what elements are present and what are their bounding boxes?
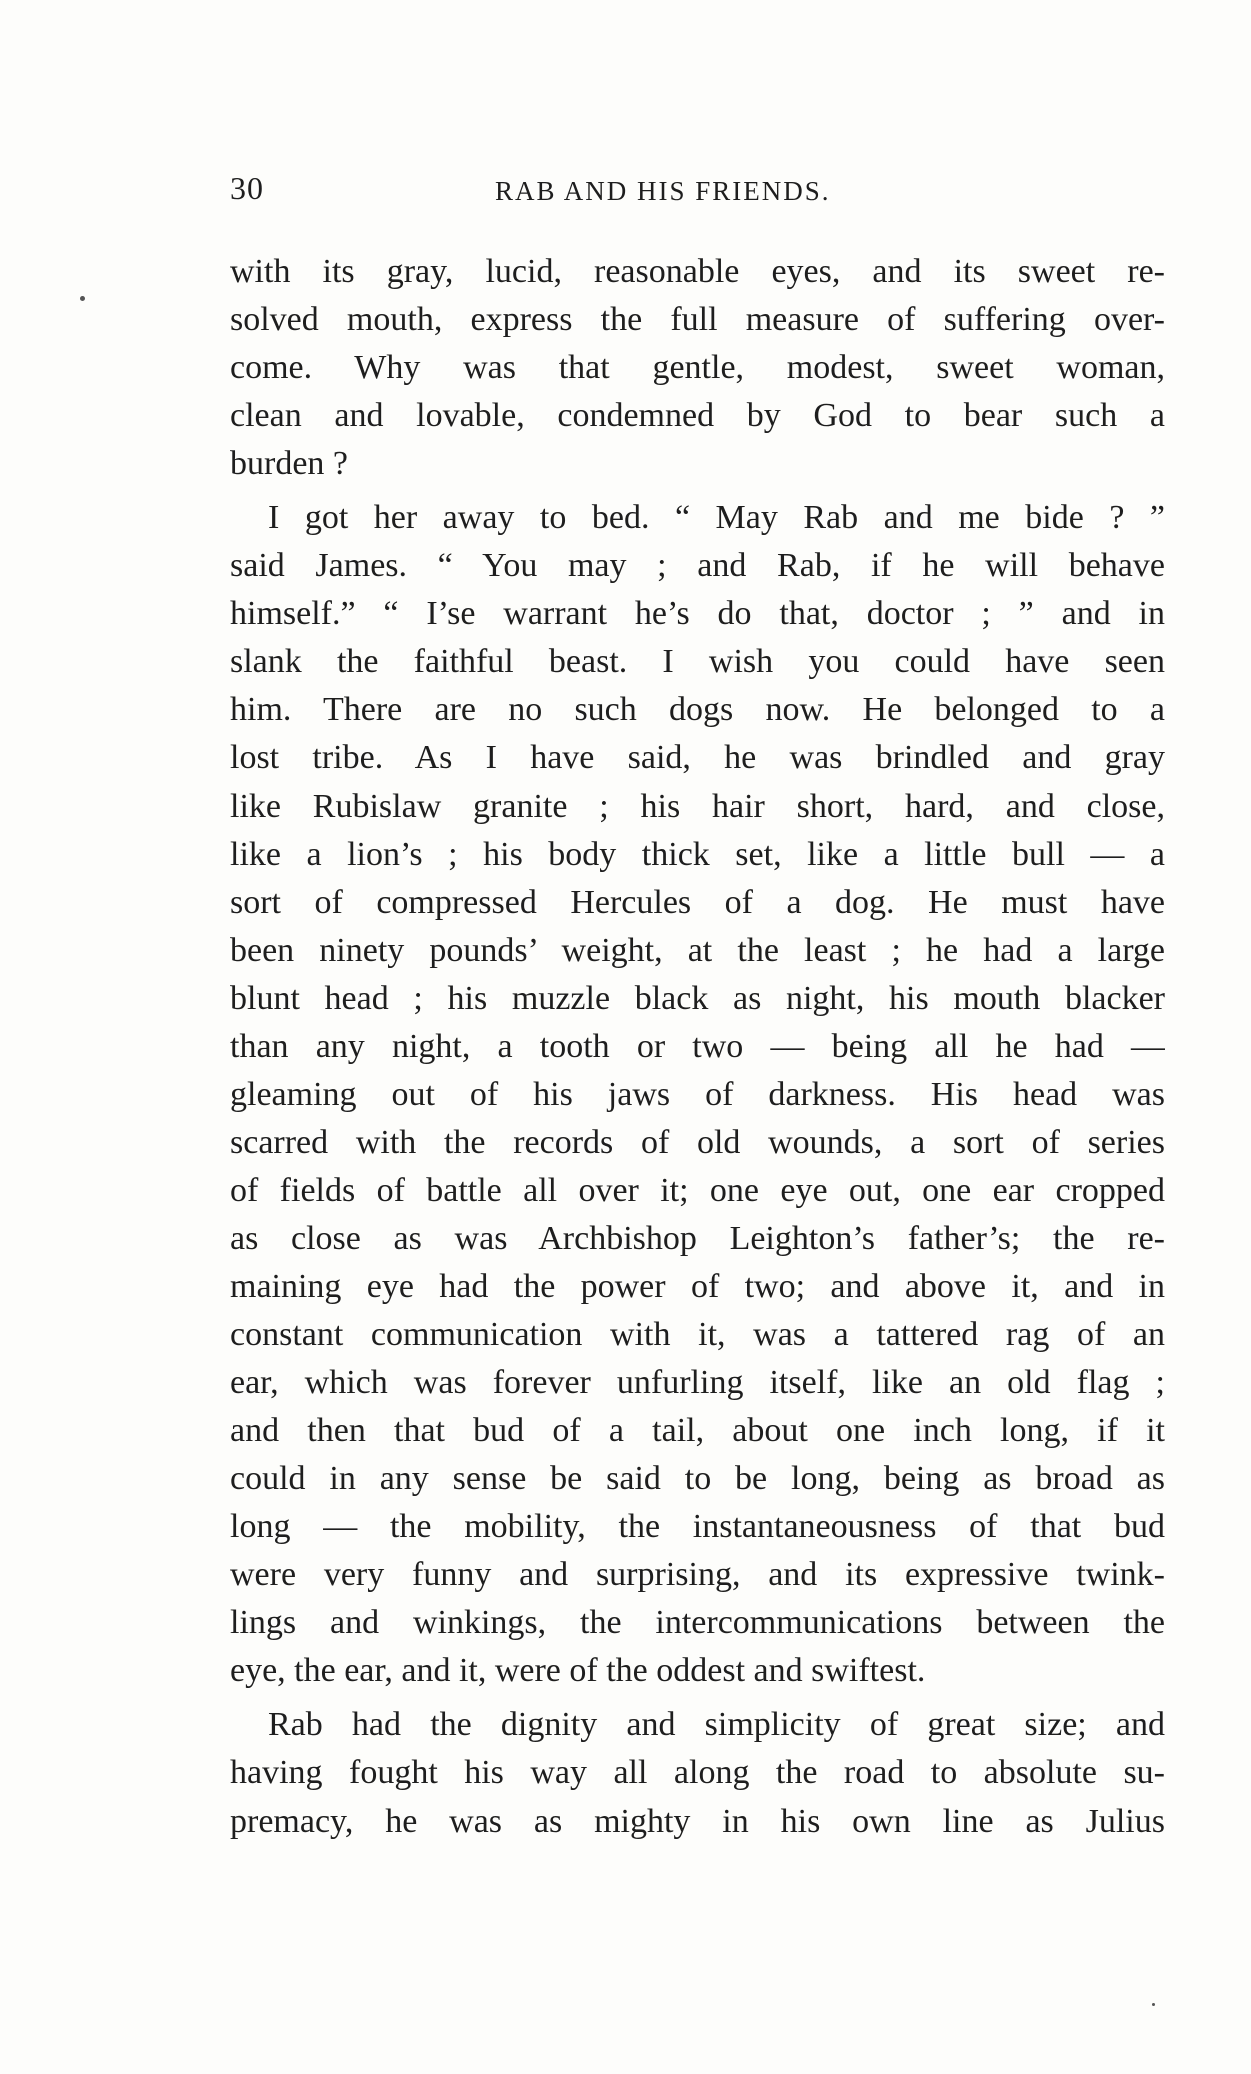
text-line: and then that bud of a tail, about one inch long, if it	[230, 1412, 1165, 1450]
text-line: were very funny and surprising, and its expressive twink-	[230, 1556, 1165, 1594]
page-number: 30	[230, 170, 264, 206]
text-line: constant communication with it, was a tattered rag of an	[230, 1316, 1165, 1354]
text-line: maining eye had the power of two; and above it, and in	[230, 1267, 1165, 1305]
text-line: premacy, he was as mighty in his own line as Julius	[230, 1802, 1165, 1840]
text-line: slank the faithful beast. I wish you could have seen	[230, 643, 1165, 681]
text-line: said James. “ You may ; and Rab, if he will behave	[230, 547, 1165, 585]
paragraph-2	[230, 494, 1165, 1695]
page-speck	[80, 296, 85, 301]
text-line: long — the mobility, the instantaneousness of that bud	[230, 1508, 1165, 1546]
text-line: clean and lovable, condemned by God to bear such a	[230, 397, 1165, 435]
page-header	[230, 170, 1165, 214]
text-line: sort of compressed Hercules of a dog. He must have	[230, 883, 1165, 921]
text-line: come. Why was that gentle, modest, sweet woman,	[230, 349, 1165, 387]
text-line: blunt head ; his muzzle black as night, his mouth blacker	[230, 979, 1165, 1017]
text-line: been ninety pounds’ weight, at the least ; he had a large	[230, 931, 1165, 969]
text-line: ear, which was forever unfurling itself, like an old flag ;	[230, 1364, 1165, 1402]
page-speck	[1152, 2003, 1155, 2006]
text-line: himself.” “ I’se warrant he’s do that, doctor ; ” and in	[230, 595, 1165, 633]
text-line: like a lion’s ; his body thick set, like a little bull — a	[230, 835, 1165, 873]
text-line: like Rubislaw granite ; his hair short, hard, and close,	[230, 787, 1165, 825]
text-line: of fields of battle all over it; one eye out, one ear cropped	[230, 1171, 1165, 1209]
text-line: than any night, a tooth or two — being all he had —	[230, 1027, 1165, 1065]
text-line: Rab had the dignity and simplicity of great size; and	[268, 1706, 1165, 1744]
paragraph-1	[230, 248, 1165, 488]
text-line: could in any sense be said to be long, being as broad as	[230, 1460, 1165, 1498]
text-line: with its gray, lucid, reasonable eyes, and its sweet re-	[230, 253, 1165, 290]
text-line: scarred with the records of old wounds, a sort of series	[230, 1123, 1165, 1161]
running-head: RAB AND HIS FRIENDS.	[495, 176, 831, 206]
text-line: him. There are no such dogs now. He belonged to a	[230, 691, 1165, 729]
body-text	[230, 248, 1165, 1846]
text-line: I got her away to bed. “ May Rab and me bide ? ”	[268, 499, 1165, 537]
text-line: eye, the ear, and it, were of the oddest and swiftest.	[230, 1652, 926, 1690]
text-line: lings and winkings, the intercommunications between the	[230, 1604, 1165, 1642]
text-line: lost tribe. As I have said, he was brindled and gray	[230, 739, 1165, 777]
text-line: gleaming out of his jaws of darkness. His head was	[230, 1075, 1165, 1113]
text-line: burden ?	[230, 445, 349, 483]
text-line: solved mouth, express the full measure of suffering over-	[230, 301, 1165, 339]
text-line: as close as was Archbishop Leighton’s father’s; the re-	[230, 1219, 1165, 1257]
paragraph-3	[230, 1701, 1165, 1845]
text-line: having fought his way all along the road to absolute su-	[230, 1754, 1165, 1792]
